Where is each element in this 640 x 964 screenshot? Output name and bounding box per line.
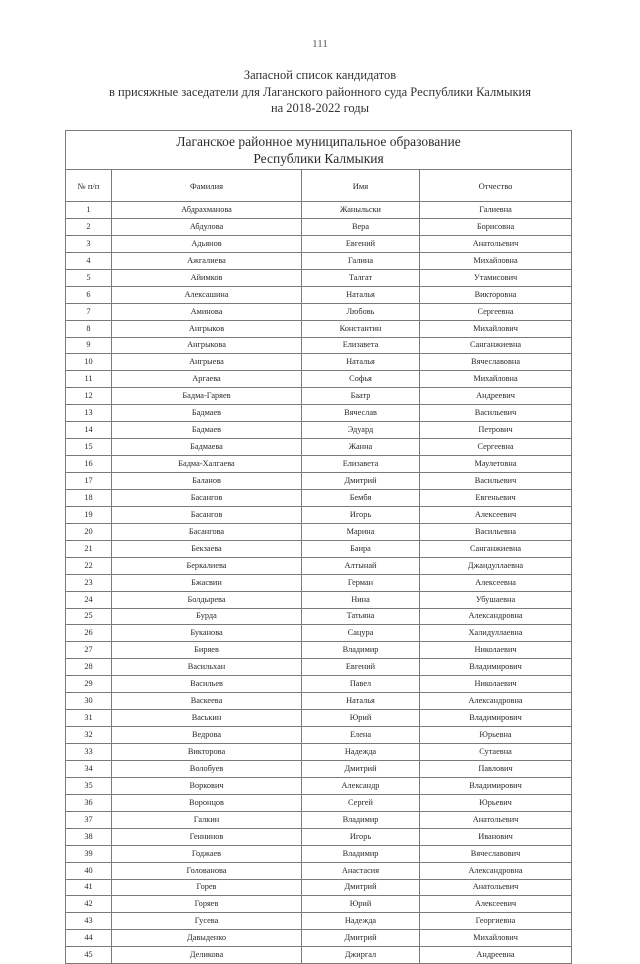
row-surname: Давыденко (112, 930, 302, 947)
row-name: Наталья (302, 693, 420, 710)
row-surname: Горев (112, 879, 302, 896)
row-surname: Геннинов (112, 828, 302, 845)
row-name: Дмитрий (302, 760, 420, 777)
row-number: 1 (66, 202, 112, 219)
row-name: Джиргал (302, 947, 420, 964)
row-patronymic: Джандуллаевна (420, 557, 572, 574)
row-number: 18 (66, 489, 112, 506)
row-surname: Бадма-Гаряев (112, 388, 302, 405)
row-name: Дмитрий (302, 930, 420, 947)
table-row (66, 388, 572, 405)
row-number: 45 (66, 947, 112, 964)
row-surname: Бадмаев (112, 422, 302, 439)
row-name: Надежда (302, 744, 420, 761)
document-title (0, 67, 640, 117)
row-surname: Басангов (112, 506, 302, 523)
row-patronymic: Васильевич (420, 473, 572, 490)
row-patronymic: Алексеевна (420, 574, 572, 591)
row-patronymic: Сутаевна (420, 744, 572, 761)
column-header-surname: Фамилия (112, 170, 302, 202)
row-name: Юрий (302, 710, 420, 727)
row-name: Игорь (302, 828, 420, 845)
row-number: 3 (66, 235, 112, 252)
row-number: 23 (66, 574, 112, 591)
row-number: 7 (66, 303, 112, 320)
row-surname: Адьянов (112, 235, 302, 252)
table-row (66, 252, 572, 269)
table-row (66, 930, 572, 947)
row-surname: Айимков (112, 269, 302, 286)
row-patronymic: Васильевич (420, 405, 572, 422)
row-number: 35 (66, 777, 112, 794)
row-name: Эдуард (302, 422, 420, 439)
row-number: 25 (66, 608, 112, 625)
row-name: Баатр (302, 388, 420, 405)
row-number: 24 (66, 591, 112, 608)
candidates-table (65, 130, 572, 964)
table-row (66, 202, 572, 219)
row-number: 40 (66, 862, 112, 879)
column-header-name: Имя (302, 170, 420, 202)
row-name: Любовь (302, 303, 420, 320)
row-surname: Болдырева (112, 591, 302, 608)
row-surname: Буканова (112, 625, 302, 642)
row-number: 13 (66, 405, 112, 422)
table-row (66, 557, 572, 574)
row-patronymic: Васильевна (420, 523, 572, 540)
table-row (66, 540, 572, 557)
table-row (66, 896, 572, 913)
row-surname: Васильхан (112, 659, 302, 676)
table-row (66, 777, 572, 794)
row-number: 5 (66, 269, 112, 286)
row-surname: Гусева (112, 913, 302, 930)
row-number: 31 (66, 710, 112, 727)
row-patronymic: Борисовна (420, 218, 572, 235)
row-surname: Бурда (112, 608, 302, 625)
municipality-header-row (66, 131, 572, 170)
column-header-row (66, 170, 572, 202)
row-surname: Викторова (112, 744, 302, 761)
row-name: Наталья (302, 286, 420, 303)
row-name: Игорь (302, 506, 420, 523)
row-number: 2 (66, 218, 112, 235)
row-number: 16 (66, 456, 112, 473)
row-surname: Голованова (112, 862, 302, 879)
table-row (66, 727, 572, 744)
row-patronymic: Сергеевна (420, 303, 572, 320)
row-surname: Басангова (112, 523, 302, 540)
row-number: 11 (66, 371, 112, 388)
row-surname: Аминова (112, 303, 302, 320)
table-row (66, 744, 572, 761)
municipality-line-2: Республики Калмыкия (253, 151, 384, 166)
row-patronymic: Петрович (420, 422, 572, 439)
title-line-1: Запасной список кандидатов (243, 68, 397, 82)
row-surname: Годжаев (112, 845, 302, 862)
table-row (66, 659, 572, 676)
row-patronymic: Санганжиевна (420, 540, 572, 557)
table-row (66, 473, 572, 490)
row-surname: Басангов (112, 489, 302, 506)
row-number: 22 (66, 557, 112, 574)
row-patronymic: Алексеевич (420, 896, 572, 913)
municipality-title (66, 131, 572, 170)
row-patronymic: Михайлович (420, 320, 572, 337)
row-surname: Ажгалиева (112, 252, 302, 269)
municipality-line-1: Лаганское районное муниципальное образование (176, 134, 461, 149)
row-surname: Бжасвин (112, 574, 302, 591)
title-line-2: в присяжные заседатели для Лаганского районного суда Республики Калмыкия (108, 84, 531, 99)
row-patronymic: Андреевна (420, 947, 572, 964)
row-surname: Ангрыева (112, 354, 302, 371)
row-patronymic: Галиевна (420, 202, 572, 219)
row-name: Талгат (302, 269, 420, 286)
row-number: 26 (66, 625, 112, 642)
table-row (66, 710, 572, 727)
row-number: 9 (66, 337, 112, 354)
row-number: 37 (66, 811, 112, 828)
row-surname: Воркович (112, 777, 302, 794)
row-number: 14 (66, 422, 112, 439)
row-patronymic: Евгеньевич (420, 489, 572, 506)
row-name: Надежда (302, 913, 420, 930)
row-patronymic: Владимирович (420, 659, 572, 676)
row-name: Герман (302, 574, 420, 591)
row-name: Вера (302, 218, 420, 235)
row-name: Анастасия (302, 862, 420, 879)
row-patronymic: Георгиевна (420, 913, 572, 930)
table-row (66, 913, 572, 930)
row-number: 44 (66, 930, 112, 947)
row-name: Жаныльски (302, 202, 420, 219)
row-surname: Абдулова (112, 218, 302, 235)
row-number: 15 (66, 439, 112, 456)
row-name: Галина (302, 252, 420, 269)
table-row (66, 320, 572, 337)
row-patronymic: Андреевич (420, 388, 572, 405)
row-name: Дмитрий (302, 473, 420, 490)
row-number: 32 (66, 727, 112, 744)
row-number: 10 (66, 354, 112, 371)
row-patronymic: Алексеевич (420, 506, 572, 523)
row-name: Жанна (302, 439, 420, 456)
row-number: 19 (66, 506, 112, 523)
table-row (66, 286, 572, 303)
column-header-num: № п/п (66, 170, 112, 202)
row-number: 34 (66, 760, 112, 777)
table-row (66, 523, 572, 540)
row-name: Софья (302, 371, 420, 388)
row-surname: Бекзаева (112, 540, 302, 557)
row-name: Баира (302, 540, 420, 557)
row-number: 36 (66, 794, 112, 811)
row-surname: Бадма-Халгаева (112, 456, 302, 473)
row-number: 28 (66, 659, 112, 676)
row-surname: Васкеева (112, 693, 302, 710)
row-name: Елена (302, 727, 420, 744)
row-name: Алтынай (302, 557, 420, 574)
table-row (66, 811, 572, 828)
row-patronymic: Иванович (420, 828, 572, 845)
row-name: Павел (302, 676, 420, 693)
row-patronymic: Михайловна (420, 371, 572, 388)
row-patronymic: Викторовна (420, 286, 572, 303)
row-number: 30 (66, 693, 112, 710)
row-surname: Галкин (112, 811, 302, 828)
row-number: 42 (66, 896, 112, 913)
row-surname: Беркалиева (112, 557, 302, 574)
table-row (66, 235, 572, 252)
table-row (66, 405, 572, 422)
row-name: Нина (302, 591, 420, 608)
table-row (66, 218, 572, 235)
row-name: Дмитрий (302, 879, 420, 896)
row-patronymic: Сергеевна (420, 439, 572, 456)
table-row (66, 269, 572, 286)
row-surname: Биряев (112, 642, 302, 659)
table-row (66, 625, 572, 642)
table-row (66, 845, 572, 862)
row-number: 12 (66, 388, 112, 405)
column-header-patronymic: Отчество (420, 170, 572, 202)
row-patronymic: Вячеславович (420, 845, 572, 862)
table-row (66, 608, 572, 625)
row-name: Сергей (302, 794, 420, 811)
row-patronymic: Вячеславовна (420, 354, 572, 371)
row-patronymic: Анатольевич (420, 811, 572, 828)
table-row (66, 947, 572, 964)
row-number: 20 (66, 523, 112, 540)
row-patronymic: Маулетовна (420, 456, 572, 473)
row-patronymic: Николаевич (420, 642, 572, 659)
row-name: Марина (302, 523, 420, 540)
row-surname: Васькин (112, 710, 302, 727)
table-row (66, 489, 572, 506)
row-name: Владимир (302, 642, 420, 659)
table-row (66, 828, 572, 845)
row-number: 8 (66, 320, 112, 337)
row-patronymic: Николаевич (420, 676, 572, 693)
row-number: 38 (66, 828, 112, 845)
row-surname: Алексашина (112, 286, 302, 303)
row-patronymic: Владимирович (420, 777, 572, 794)
table-row (66, 676, 572, 693)
table-row (66, 642, 572, 659)
row-number: 39 (66, 845, 112, 862)
row-number: 21 (66, 540, 112, 557)
row-surname: Горяев (112, 896, 302, 913)
row-name: Константин (302, 320, 420, 337)
table-row (66, 760, 572, 777)
table-row (66, 862, 572, 879)
row-name: Елизавета (302, 456, 420, 473)
row-name: Евгений (302, 235, 420, 252)
row-name: Елизавета (302, 337, 420, 354)
row-patronymic: Владимирович (420, 710, 572, 727)
row-patronymic: Анатольевич (420, 235, 572, 252)
table-row (66, 693, 572, 710)
row-surname: Абдрахманова (112, 202, 302, 219)
table-row (66, 456, 572, 473)
row-name: Евгений (302, 659, 420, 676)
row-patronymic: Александровна (420, 693, 572, 710)
row-number: 17 (66, 473, 112, 490)
row-number: 41 (66, 879, 112, 896)
row-name: Татьяна (302, 608, 420, 625)
row-surname: Ведрова (112, 727, 302, 744)
row-name: Бембя (302, 489, 420, 506)
row-patronymic: Юрьевна (420, 727, 572, 744)
table-row (66, 591, 572, 608)
table-row (66, 794, 572, 811)
page-number: 111 (312, 38, 328, 50)
row-patronymic: Анатольевич (420, 879, 572, 896)
row-name: Наталья (302, 354, 420, 371)
candidates-table-container (65, 130, 571, 964)
row-number: 6 (66, 286, 112, 303)
row-patronymic: Юрьевич (420, 794, 572, 811)
row-patronymic: Михайлович (420, 930, 572, 947)
row-patronymic: Александровна (420, 608, 572, 625)
row-patronymic: Павлович (420, 760, 572, 777)
row-name: Александр (302, 777, 420, 794)
row-surname: Ангрыкова (112, 337, 302, 354)
row-number: 43 (66, 913, 112, 930)
title-line-3: на 2018-2022 годы (270, 101, 370, 115)
table-row (66, 506, 572, 523)
row-number: 33 (66, 744, 112, 761)
row-number: 27 (66, 642, 112, 659)
row-name: Юрий (302, 896, 420, 913)
row-surname: Аргаева (112, 371, 302, 388)
row-number: 29 (66, 676, 112, 693)
row-name: Вячеслав (302, 405, 420, 422)
row-name: Владимир (302, 845, 420, 862)
table-row (66, 354, 572, 371)
table-row (66, 879, 572, 896)
table-row (66, 371, 572, 388)
row-number: 4 (66, 252, 112, 269)
row-surname: Ангрыков (112, 320, 302, 337)
row-surname: Васильев (112, 676, 302, 693)
row-surname: Воронцов (112, 794, 302, 811)
row-patronymic: Санганжиевна (420, 337, 572, 354)
row-patronymic: Александровна (420, 862, 572, 879)
row-patronymic: Халидуллаевна (420, 625, 572, 642)
row-patronymic: Утамисович (420, 269, 572, 286)
row-surname: Бадмаев (112, 405, 302, 422)
row-surname: Волобуев (112, 760, 302, 777)
table-row (66, 574, 572, 591)
row-surname: Баланов (112, 473, 302, 490)
table-row (66, 337, 572, 354)
row-patronymic: Убушаевна (420, 591, 572, 608)
row-patronymic: Михайловна (420, 252, 572, 269)
table-row (66, 422, 572, 439)
row-name: Владимир (302, 811, 420, 828)
row-surname: Деликова (112, 947, 302, 964)
table-row (66, 439, 572, 456)
row-name: Сацура (302, 625, 420, 642)
table-row (66, 303, 572, 320)
row-surname: Бадмаева (112, 439, 302, 456)
